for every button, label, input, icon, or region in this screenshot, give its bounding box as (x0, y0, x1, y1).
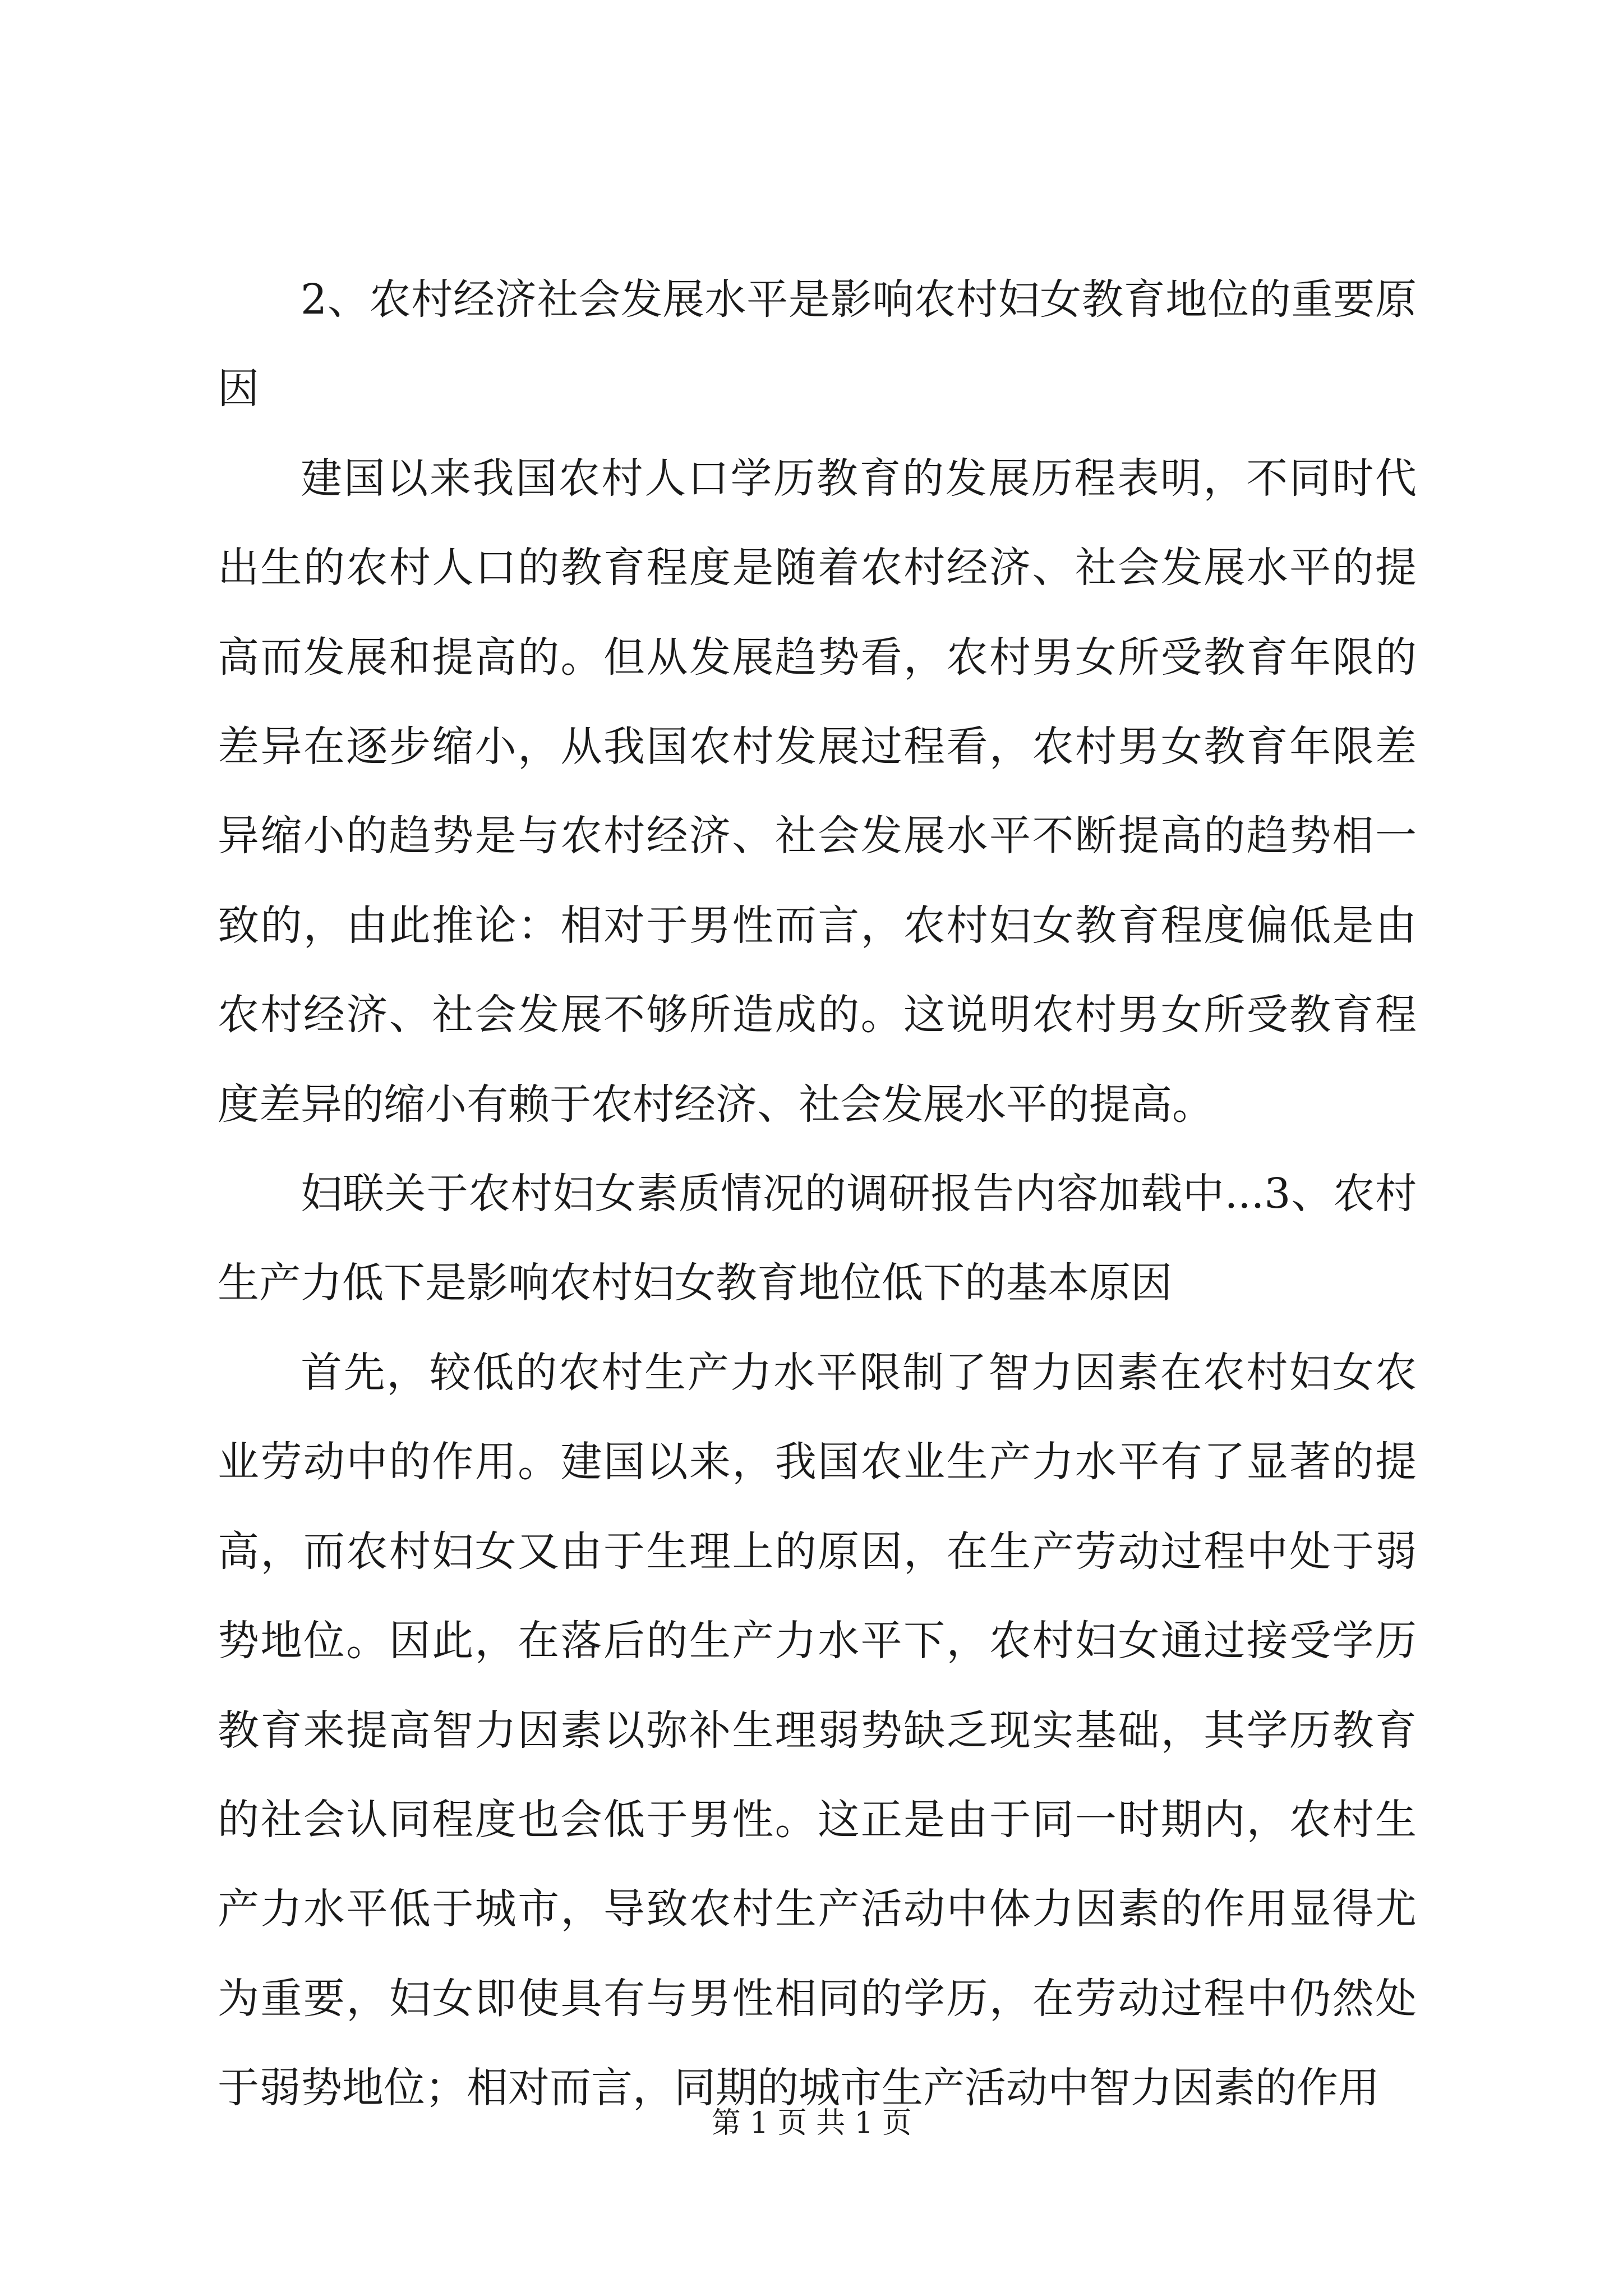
document-body (218, 255, 1417, 2133)
page-footer: 第 1 页 共 1 页 (711, 2106, 912, 2140)
paragraph-productivity: 首先，较低的农村生产力水平限制了智力因素在农村妇女农业劳动中的作用。建国以来，我国农业生产力水平有了显著的提高，而农村妇女又由于生理上的原因，在生产劳动过程中处于弱势地位。因此，在落后的生产力水平下，农村妇女通过接受学历教育来提高智力因素以弥补生理弱势缺乏现实基础，其学历教育的社会认同程度也会低于男性。这正是由于同一时期内，农村生产力水平低于城市，导致农村生产活动中体力因素的作用显得尤为重要，妇女即使具有与男性相同的学历，在劳动过程中仍然处于弱势地位；相对而言，同期的城市生产活动中智力因素的作用 (218, 1348, 1417, 2113)
paragraph-development-history: 建国以来我国农村人口学历教育的发展历程表明，不同时代出生的农村人口的教育程度是随着农村经济、社会发展水平的提高而发展和提高的。但从发展趋势看，农村男女所受教育年限的差异在逐步缩小，从我国农村发展过程看，农村男女教育年限差异缩小的趋势是与农村经济、社会发展水平不断提高的趋势相一致的，由此推论：相对于男性而言，农村妇女教育程度偏低是由农村经济、社会发展不够所造成的。这说明农村男女所受教育程度差异的缩小有赖于农村经济、社会发展水平的提高。 (218, 454, 1417, 1129)
paragraph-heading-2: 2、农村经济社会发展水平是影响农村妇女教育地位的重要原因 (218, 275, 1417, 413)
paragraph-heading-3: 妇联关于农村妇女素质情况的调研报告内容加载中...3、农村生产力低下是影响农村妇女教育地位低下的基本原因 (218, 1170, 1417, 1308)
